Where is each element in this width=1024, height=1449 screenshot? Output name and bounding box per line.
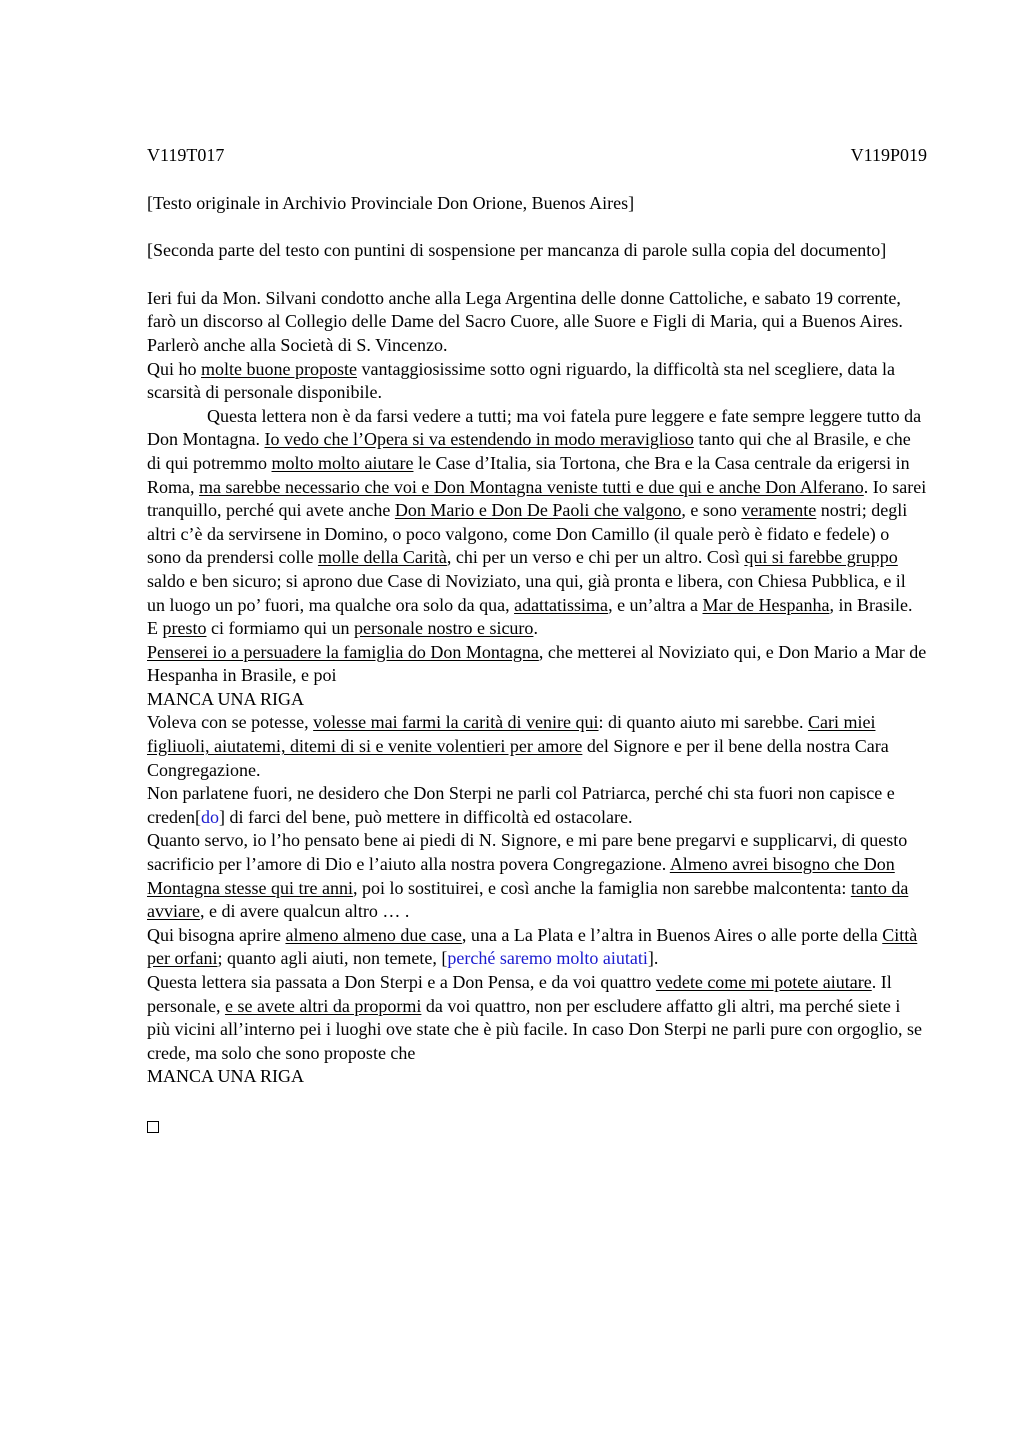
underlined-text: Penserei io a persuadere la famiglia do Don Montagna (147, 641, 539, 662)
text-run: Ieri fui da Mon. Silvani condotto anche alla Lega Argentina delle donne Cattoliche, e sabato 19 corrente, farò un discorso al Collegio delle Dame del Sacro Cuore, alle Suore e Figli di Maria, qui a Buenos Aires. (147, 287, 903, 332)
underlined-text: Io vedo che l’Opera si va estendendo in modo meraviglioso (264, 429, 694, 450)
text-run: Parlerò anche alla Società di S. Vincenzo. (147, 334, 448, 355)
text-run: da voi quattro, non per escludere affatto gli altri, ma perché siete i più vicini all’interno pei i luoghi ove state che è più facile. In caso Don Sterpi ne parli pure con orgoglio, se crede, ma solo che sono proposte che (147, 995, 922, 1063)
paragraph (147, 334, 927, 358)
underlined-text: molte buone proposte (201, 358, 357, 379)
text-run: MANCA UNA RIGA (147, 1066, 305, 1087)
underlined-text: Mar de Hespanha (702, 594, 830, 615)
letter-body (147, 287, 927, 1089)
text-run: ; quanto agli aiuti, non temete, [ (217, 948, 448, 969)
paragraph (147, 688, 927, 712)
text-run: Non parlatene fuori, ne desidero che Don Sterpi ne parli col Patriarca, perché chi sta fuori non capisce e creden[ (147, 783, 895, 827)
document-page (147, 144, 927, 1133)
text-run: Voleva con se potesse, (147, 712, 314, 733)
text-run: Questa lettera sia passata a Don Sterpi e a Don Pensa, e da voi quattro (147, 972, 656, 992)
paragraph (147, 829, 927, 923)
underlined-text: veramente (741, 500, 817, 521)
text-run: . (533, 618, 538, 639)
underlined-text: e se avete altri da propormi (224, 995, 422, 1016)
underlined-text: vedete come mi potete aiutare (655, 972, 872, 992)
underlined-text: molle della Carità (317, 547, 447, 568)
underlined-text: volesse mai farmi la carità di venire qui (313, 712, 599, 733)
text-run: Qui ho (147, 358, 201, 379)
document-code-right: V119P019 (850, 145, 927, 165)
underlined-text: adattatissima (514, 594, 609, 615)
text-run: ]. (647, 948, 659, 969)
document-code-left: V119T017 (147, 145, 225, 165)
paragraph (147, 971, 927, 1065)
text-run: tanto qui che al Brasile, e che di qui potremmo (147, 429, 911, 473)
underlined-text: Almeno avrei bisogno che Don Montagna stesse qui tre anni (147, 854, 895, 898)
underlined-text: Don Mario e Don De Paoli che valgono (394, 500, 682, 521)
paragraph (147, 1065, 927, 1089)
document-header (147, 144, 927, 168)
text-run: MANCA UNA RIGA (147, 688, 305, 709)
underlined-text: tanto da avviare (147, 877, 909, 922)
text-run: Qui bisogna aprire (147, 924, 286, 945)
underlined-text: ma sarebbe necessario che voi e Don Montagna veniste tutti e due qui e anche Don Alferano (199, 476, 864, 497)
text-run: Questa lettera non è da farsi vedere a tutti; ma voi fatela pure leggere e fate sempre leggere tutto da Don Montagna. (147, 405, 922, 450)
text-run: , e di avere qualcun altro … . (199, 901, 410, 922)
text-run: ] di farci del bene, può mettere in difficoltà ed ostacolare. (218, 806, 633, 827)
text-run: nostri; degli altri c’è da servirsene in Domino, o poco valgono, come Don Camillo (il quale però è fidato e fedele) o sono da prendersi colle (147, 500, 908, 568)
paragraph (147, 924, 927, 971)
underlined-text: presto (162, 618, 207, 639)
text-run: saldo e ben sicuro; si aprono due Case di Noviziato, una qui, già pronta e libera, con Chiesa Pubblica, e il un luogo un po’ fuori, ma qualche ora solo da qua, (147, 570, 906, 615)
paragraph (147, 358, 927, 405)
text-run: , e un’altra a (608, 594, 703, 615)
text-run: , poi lo sostituirei, e così anche la famiglia non sarebbe malcontenta: (352, 877, 851, 898)
text-run: , e sono (681, 500, 742, 521)
paragraph (147, 711, 927, 782)
editor-insertion-text: perché saremo molto aiutati (447, 948, 648, 969)
archive-note: [Testo originale in Archivio Provinciale Don Orione, Buenos Aires] (147, 192, 635, 213)
underlined-text: Cari miei figliuoli, aiutatemi, ditemi di si e venite volentieri per amore (147, 712, 876, 757)
text-run: , chi per un verso e chi per un altro. Così (446, 547, 745, 568)
underlined-text: almeno almeno due case (285, 924, 462, 945)
underlined-text: personale nostro e sicuro (353, 618, 534, 639)
missing-words-note: [Seconda parte del testo con puntini di sospensione per mancanza di parole sulla copia del documento] (147, 240, 887, 261)
text-run: le Case d’Italia, sia Tortona, che Bra e la Casa centrale da erigersi in Roma, (147, 452, 910, 497)
text-run: : di quanto aiuto mi sarebbe. (598, 712, 808, 733)
paragraph (147, 287, 927, 334)
text-run: del Signore e per il bene della nostra Cara Congregazione. (147, 736, 889, 780)
text-run: Quanto servo, io l’ho pensato bene ai piedi di N. Signore, e mi pare bene pregarvi e supplicarvi, di questo sacrificio per l’amore di Dio e l’aiuto alla nostra povera Congregazione. (147, 830, 908, 875)
text-run: . Io sarei tranquillo, perché qui avete anche (147, 476, 927, 521)
text-run: , che metterei al Noviziato qui, e Don Mario a Mar de Hespanha in Brasile, e poi (147, 641, 927, 686)
paragraph (147, 782, 927, 829)
text-run: vantaggiosissime sotto ogni riguardo, la difficoltà sta nel scegliere, data la scarsità di personale disponibile. (147, 358, 896, 403)
underlined-text: molto molto aiutare (271, 452, 414, 473)
text-run: . Il personale, (147, 972, 892, 1016)
paragraph (147, 405, 927, 641)
checkbox-icon (147, 1121, 159, 1133)
editor-insertion-text: do (200, 806, 219, 827)
text-run: ci formiamo qui un (206, 618, 354, 639)
paragraph (147, 641, 927, 688)
underlined-text: Città per orfani (147, 924, 918, 969)
text-run: , in Brasile. E (147, 594, 913, 639)
underlined-text: qui si farebbe gruppo (744, 547, 898, 568)
text-run: , una a La Plata e l’altra in Buenos Aires o alle porte della (461, 924, 883, 945)
